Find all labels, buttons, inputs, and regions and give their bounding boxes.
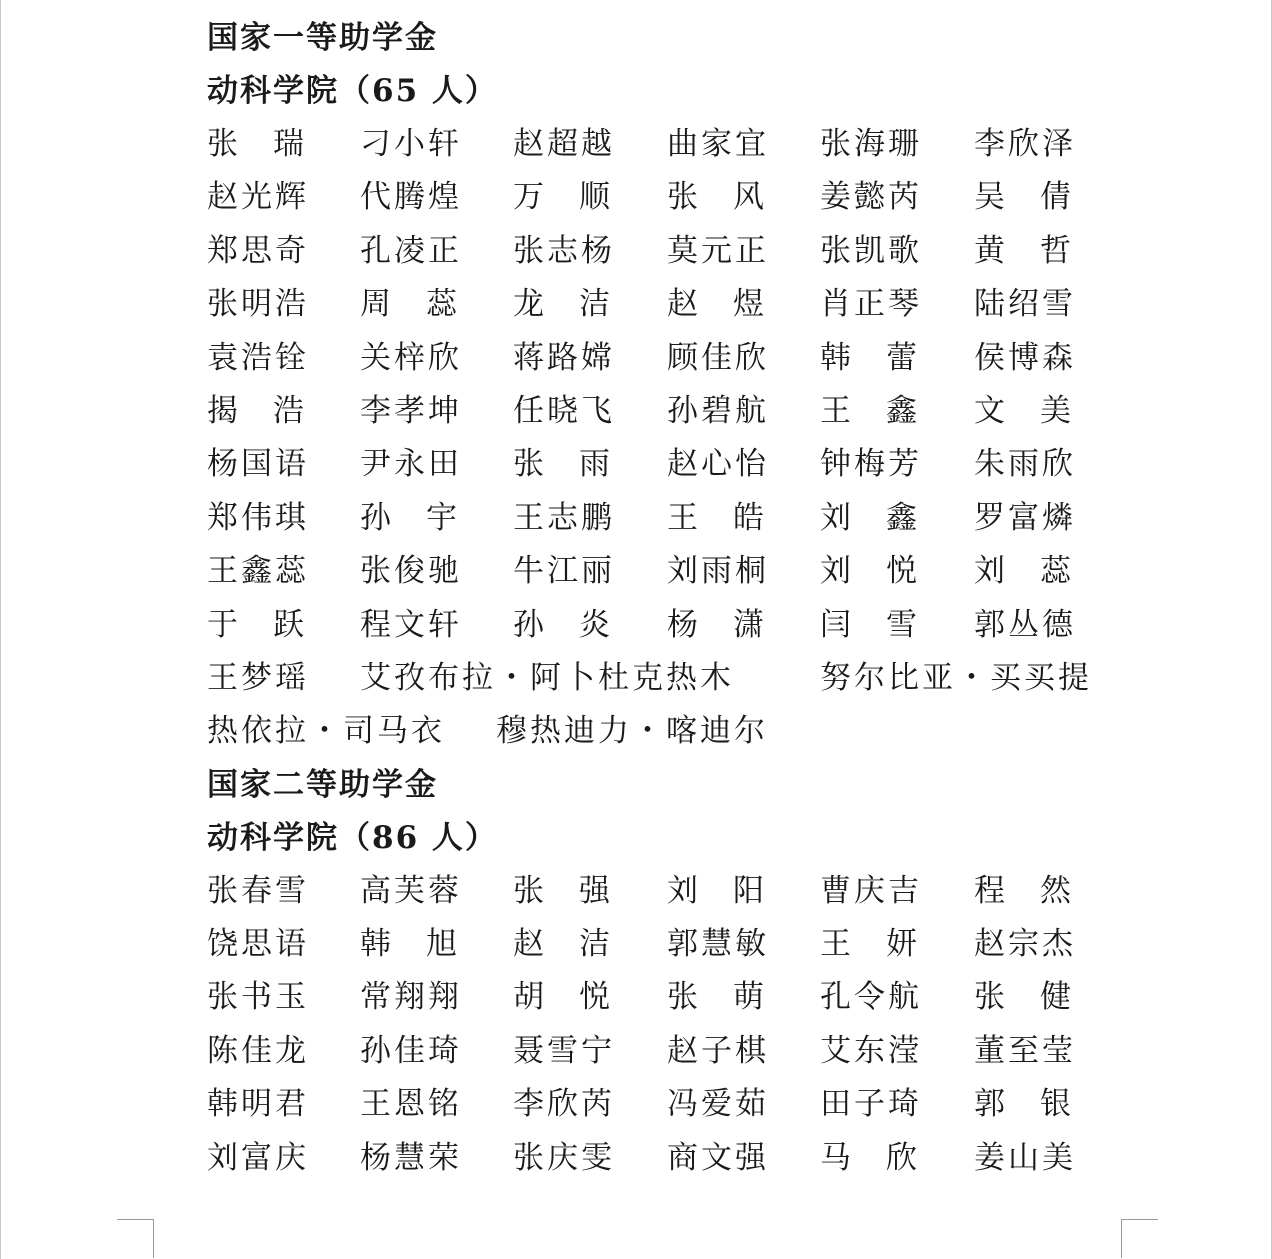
- name-row: [207, 332, 1107, 385]
- student-name: 刘鑫: [820, 499, 917, 536]
- student-name: 顾佳欣: [667, 339, 769, 376]
- student-name: 张海珊: [820, 126, 922, 162]
- student-name: 赵心怡: [667, 446, 769, 483]
- document-body: [207, 12, 1107, 1185]
- section-title: 国家一等助学金: [207, 20, 438, 56]
- student-name: 刘蕊: [974, 553, 1071, 590]
- student-name: 努尔比亚・买买提: [820, 659, 1092, 696]
- student-name: 张风: [667, 179, 764, 216]
- student-name: 王志鹏: [513, 499, 615, 536]
- student-name: 郭丛德: [974, 606, 1076, 643]
- student-name: 韩旭: [360, 926, 457, 963]
- name-row: [207, 385, 1107, 438]
- student-name: 吴倩: [974, 179, 1071, 216]
- student-name: 热依拉・司马衣: [207, 713, 445, 750]
- student-name: 王鑫: [820, 392, 917, 429]
- student-name: 罗富燐: [974, 499, 1076, 536]
- student-name: 孙佳琦: [360, 1032, 462, 1069]
- name-row: [207, 705, 1107, 758]
- student-name: 刘阳: [667, 872, 764, 909]
- student-name: 赵洁: [513, 926, 610, 963]
- student-name: 艾东滢: [820, 1032, 922, 1069]
- student-name: 张书玉: [207, 979, 309, 1016]
- student-name: 揭浩: [207, 392, 304, 429]
- student-name: 马欣: [820, 1139, 917, 1176]
- student-name: 李孝坤: [360, 392, 462, 429]
- student-name: 王鑫蕊: [207, 553, 309, 590]
- student-name: 袁浩铨: [207, 339, 309, 376]
- student-name: 孙宇: [360, 499, 457, 536]
- student-name: 杨国语: [207, 446, 309, 483]
- student-name: 李欣芮: [513, 1086, 615, 1123]
- student-name: 董至莹: [974, 1032, 1076, 1069]
- student-name: 张春雪: [207, 872, 309, 909]
- student-name: 侯博森: [974, 339, 1076, 376]
- name-row: [207, 278, 1107, 331]
- student-name: 张健: [974, 979, 1071, 1016]
- student-name: 张萌: [667, 979, 764, 1016]
- name-row: [207, 918, 1107, 971]
- student-name: 王恩铭: [360, 1086, 462, 1123]
- student-name: 韩蕾: [820, 339, 917, 376]
- college-heading: 动科学院（65 人）: [207, 73, 498, 109]
- student-name: 蒋路嫦: [513, 339, 615, 376]
- student-name: 张志杨: [513, 232, 615, 269]
- student-name: 胡悦: [513, 979, 610, 1016]
- name-row: [207, 971, 1107, 1024]
- student-name: 郑伟琪: [207, 499, 309, 536]
- student-name: 孙碧航: [667, 392, 769, 429]
- student-name: 赵光辉: [207, 179, 309, 216]
- page-corner-mark: [117, 1219, 154, 1258]
- name-row: [207, 171, 1107, 224]
- student-name: 郑思奇: [207, 232, 309, 269]
- student-name: 曲家宜: [667, 126, 769, 162]
- student-name: 代腾煌: [360, 179, 462, 216]
- name-row: [207, 652, 1107, 705]
- student-name: 于跃: [207, 606, 304, 643]
- name-row: [207, 492, 1107, 545]
- student-name: 万顺: [513, 179, 610, 216]
- student-name: 杨潇: [667, 606, 764, 643]
- name-row: [207, 1078, 1107, 1131]
- student-name: 陆绍雪: [974, 286, 1076, 323]
- student-name: 赵超越: [513, 126, 615, 162]
- student-name: 聂雪宁: [513, 1032, 615, 1069]
- student-name: 黄哲: [974, 232, 1071, 269]
- student-name: 张明浩: [207, 286, 309, 323]
- student-name: 冯爱茹: [667, 1086, 769, 1123]
- student-name: 艾孜布拉・阿卜杜克热木: [360, 659, 734, 696]
- student-name: 张雨: [513, 446, 610, 483]
- name-row: [207, 865, 1107, 918]
- student-name: 孔凌正: [360, 232, 462, 269]
- student-name: 龙洁: [513, 286, 610, 323]
- student-name: 钟梅芳: [820, 446, 922, 483]
- student-name: 程文轩: [360, 606, 462, 643]
- page-corner-mark: [1121, 1219, 1158, 1258]
- student-name: 李欣泽: [974, 126, 1076, 162]
- student-name: 陈佳龙: [207, 1032, 309, 1069]
- student-name: 程然: [974, 872, 1071, 909]
- student-name: 高芙蓉: [360, 872, 462, 909]
- student-name: 尹永田: [360, 446, 462, 483]
- student-name: 王皓: [667, 499, 764, 536]
- student-name: 肖正琴: [820, 286, 922, 323]
- student-name: 郭慧敏: [667, 926, 769, 963]
- student-name: 商文强: [667, 1139, 769, 1176]
- student-name: 朱雨欣: [974, 446, 1076, 483]
- name-row: [207, 1132, 1107, 1185]
- student-name: 刘富庆: [207, 1139, 309, 1176]
- name-row: [207, 438, 1107, 491]
- student-name: 杨慧荣: [360, 1139, 462, 1176]
- student-name: 张强: [513, 872, 610, 909]
- student-name: 王梦瑶: [207, 659, 309, 696]
- name-row: [207, 225, 1107, 278]
- college-heading: 动科学院（86 人）: [207, 819, 498, 856]
- student-name: 莫元正: [667, 232, 769, 269]
- student-name: 孙炎: [513, 606, 610, 643]
- student-name: 刘悦: [820, 553, 917, 590]
- student-name: 张庆雯: [513, 1139, 615, 1176]
- student-name: 任晓飞: [513, 392, 615, 429]
- student-name: 赵子棋: [667, 1032, 769, 1069]
- student-name: 韩明君: [207, 1086, 309, 1123]
- student-name: 曹庆吉: [820, 872, 922, 909]
- student-name: 张俊驰: [360, 553, 462, 590]
- student-name: 姜懿芮: [820, 179, 922, 216]
- name-row: [207, 599, 1107, 652]
- student-name: 刘雨桐: [667, 553, 769, 590]
- student-name: 王妍: [820, 926, 917, 963]
- student-name: 闫雪: [820, 606, 917, 643]
- student-name: 牛江丽: [513, 553, 615, 590]
- student-name: 孔令航: [820, 979, 922, 1016]
- name-row: [207, 545, 1107, 598]
- student-name: 关梓欣: [360, 339, 462, 376]
- student-name: 赵宗杰: [974, 926, 1076, 963]
- student-name: 张瑞: [207, 126, 304, 162]
- student-name: 赵煜: [667, 286, 764, 323]
- name-row: [207, 118, 1107, 171]
- student-name: 文美: [974, 392, 1071, 429]
- student-name: 刁小轩: [360, 126, 462, 162]
- page-edge: [0, 0, 1, 1259]
- student-name: 张凯歌: [820, 232, 922, 269]
- name-row: [207, 1025, 1107, 1078]
- student-name: 常翔翔: [360, 979, 462, 1016]
- student-name: 郭银: [974, 1086, 1071, 1123]
- student-name: 姜山美: [974, 1139, 1076, 1176]
- student-name: 周蕊: [360, 286, 457, 323]
- student-name: 田子琦: [820, 1086, 922, 1123]
- student-name: 穆热迪力・喀迪尔: [496, 713, 768, 750]
- section-title: 国家二等助学金: [207, 766, 438, 803]
- student-name: 饶思语: [207, 926, 309, 963]
